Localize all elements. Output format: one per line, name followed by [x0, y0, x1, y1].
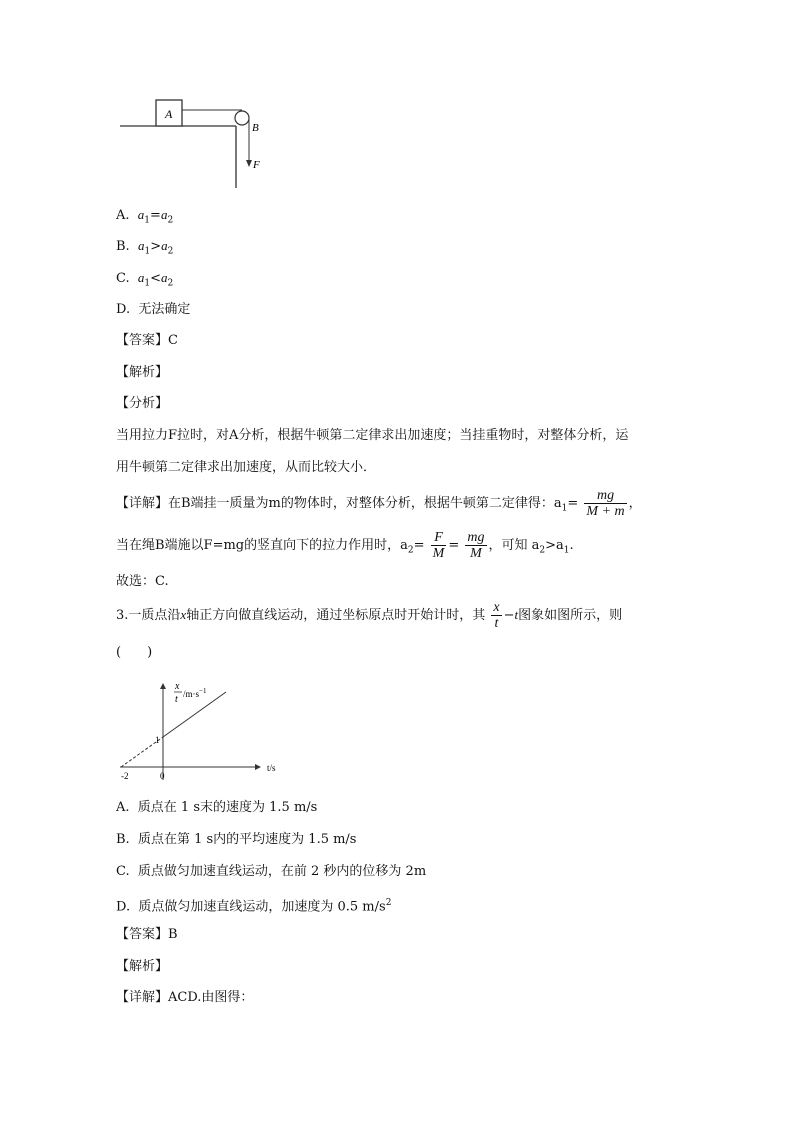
y-label-den: t [175, 694, 178, 705]
q3-answer: 【答案】B [116, 927, 178, 942]
q3-option-c: C. 质点做匀加速直线运动，在前 2 秒内的位移为 2m [116, 864, 427, 879]
q2-option-b: B. $a_1>a_2$ [116, 238, 174, 257]
q3-option-d: D. 质点做匀加速直线运动，加速度为 0.5 $m/s^2$ [116, 898, 392, 915]
q2-analysis-heading: 【解析】 [116, 365, 169, 380]
q3-stem: 3.一质点沿x轴正方向做直线运动，通过坐标原点时开始计时，其 $\frac{x}{t}$ −t图象如图所示，则 [116, 600, 623, 631]
q2-fenxi-line2: 用牛顿第二定律求出加速度，从而比较大小． [116, 460, 377, 475]
y-axis-arrow [160, 683, 166, 689]
q2-detail-line2: 当在绳B端施以F=mg的竖直向下的拉力作用时，$a_2=$ $\frac{F}{M}$ = $\frac{mg}{M}$ ，可知 $a_2>a_1$. [116, 530, 574, 561]
xt-graph [115, 675, 295, 787]
tick-y-1: 1 [155, 735, 160, 745]
q2-conclusion: 故选：C. [116, 574, 169, 589]
formula-x-over-t: $\frac{x}{t}$ [493, 600, 500, 631]
q3-option-a: A. 质点在 1 s末的速度为 1.5 m/s [116, 800, 318, 815]
x-axis-label: t/s [267, 763, 276, 773]
q2-fenxi-heading: 【分析】 [116, 396, 169, 411]
q2-option-a: A. $a_1=a_2$ [116, 207, 174, 226]
q3-option-b: B. 质点在第 1 s内的平均速度为 1.5 m/s [116, 832, 357, 847]
force-arrow-head [246, 160, 252, 167]
pulley-b [235, 111, 249, 125]
formula-mg-over-mass-sum: $\frac{mg}{M + m}$ [586, 488, 625, 519]
force-f-label: F [253, 159, 260, 171]
block-a-label: A [165, 107, 173, 121]
q2-option-d: D. 无法确定 [116, 302, 191, 317]
q2-detail-line1: 【详解】在B端挂一质量为m的物体时，对整体分析，根据牛顿第二定律得：$a_1=$ $\frac{mg}{M + m}$ ， [116, 488, 642, 519]
tick-origin: 0 [160, 771, 165, 781]
q3-analysis-heading: 【解析】 [116, 959, 169, 974]
q2-fenxi-line1: 当用拉力F拉时，对A分析，根据牛顿第二定律求出加速度；当挂重物时，对整体分析，运 [116, 428, 629, 443]
q3-detail-heading: 【详解】ACD.由图得： [116, 990, 254, 1005]
formula-mg-over-m: $\frac{mg}{M}$ [467, 530, 485, 561]
formula-f-over-m: $\frac{F}{M}$ [432, 530, 445, 561]
q2-answer: 【答案】C [116, 333, 178, 348]
tick-x-neg-2: -2 [121, 771, 129, 781]
pulley-figure [118, 96, 278, 192]
x-axis-arrow [255, 764, 261, 770]
q2-option-c: C. $a_1<a_2$ [116, 270, 174, 289]
pulley-b-label: B [252, 122, 259, 134]
y-unit-label: $/m\cdot s^{-1}$ [183, 687, 207, 699]
y-label-num: x [175, 681, 180, 692]
q3-paren: ( ) [116, 645, 153, 660]
